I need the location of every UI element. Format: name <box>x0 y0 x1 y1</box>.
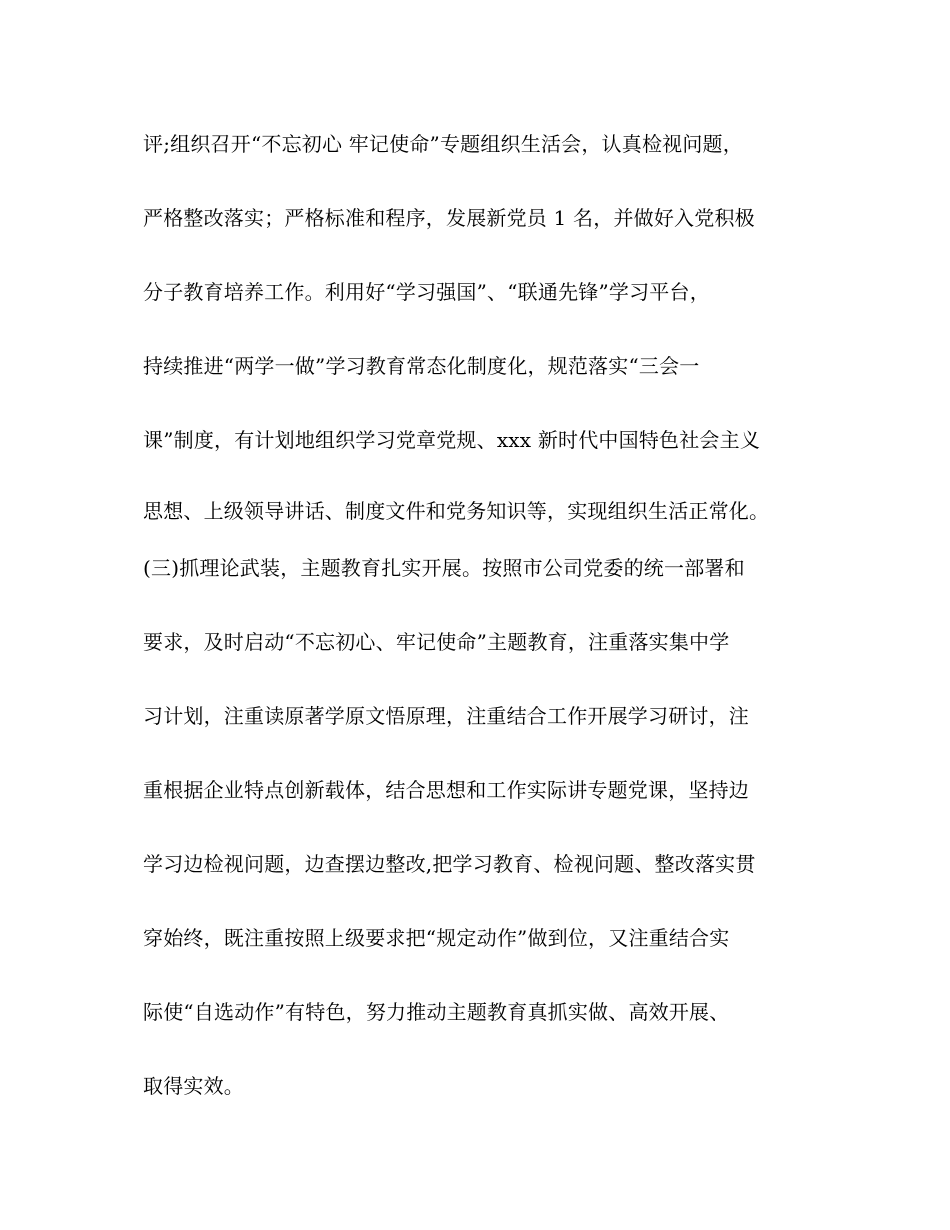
paragraph-line: 评;组织召开“不忘初心 牢记使命”专题组织生活会，认真检视问题， <box>143 132 743 156</box>
paragraph-line: 分子教育培养工作。利用好“学习强国”、“联通先锋”学习平台， <box>143 280 710 304</box>
paragraph-line: 习计划，注重读原著学原文悟原理，注重结合工作开展学习研讨，注 <box>143 704 749 728</box>
paragraph-line: 际使“自选动作”有特色，努力推动主题教育真抓实做、高效开展、 <box>143 1000 730 1024</box>
paragraph-line: 学习边检视问题，边查摆边整改,把学习教育、检视问题、整改落实贯 <box>143 852 756 876</box>
paragraph-line: 课”制度，有计划地组织学习党章党规、xxx 新时代中国特色社会主义 <box>143 428 761 452</box>
paragraph-line: 重根据企业特点创新载体，结合思想和工作实际讲专题党课，坚持边 <box>143 778 749 802</box>
paragraph-line: 穿始终，既注重按照上级要求把“规定动作”做到位，又注重结合实 <box>143 926 730 950</box>
paragraph-line: 严格整改落实；严格标准和程序，发展新党员 1 名，并做好入党积极 <box>143 206 755 230</box>
section-heading-line: (三)抓理论武装，主题教育扎实开展。按照市公司党委的统一部署和 <box>143 556 745 580</box>
paragraph-line: 取得实效。 <box>143 1074 244 1098</box>
paragraph-line: 思想、上级领导讲话、制度文件和党务知识等，实现组织生活正常化。 <box>143 499 770 523</box>
paragraph-line: 持续推进“两学一做”学习教育常态化制度化，规范落实“三会一 <box>143 354 700 378</box>
paragraph-line: 要求，及时启动“不忘初心、牢记使命”主题教育，注重落实集中学 <box>143 630 730 654</box>
